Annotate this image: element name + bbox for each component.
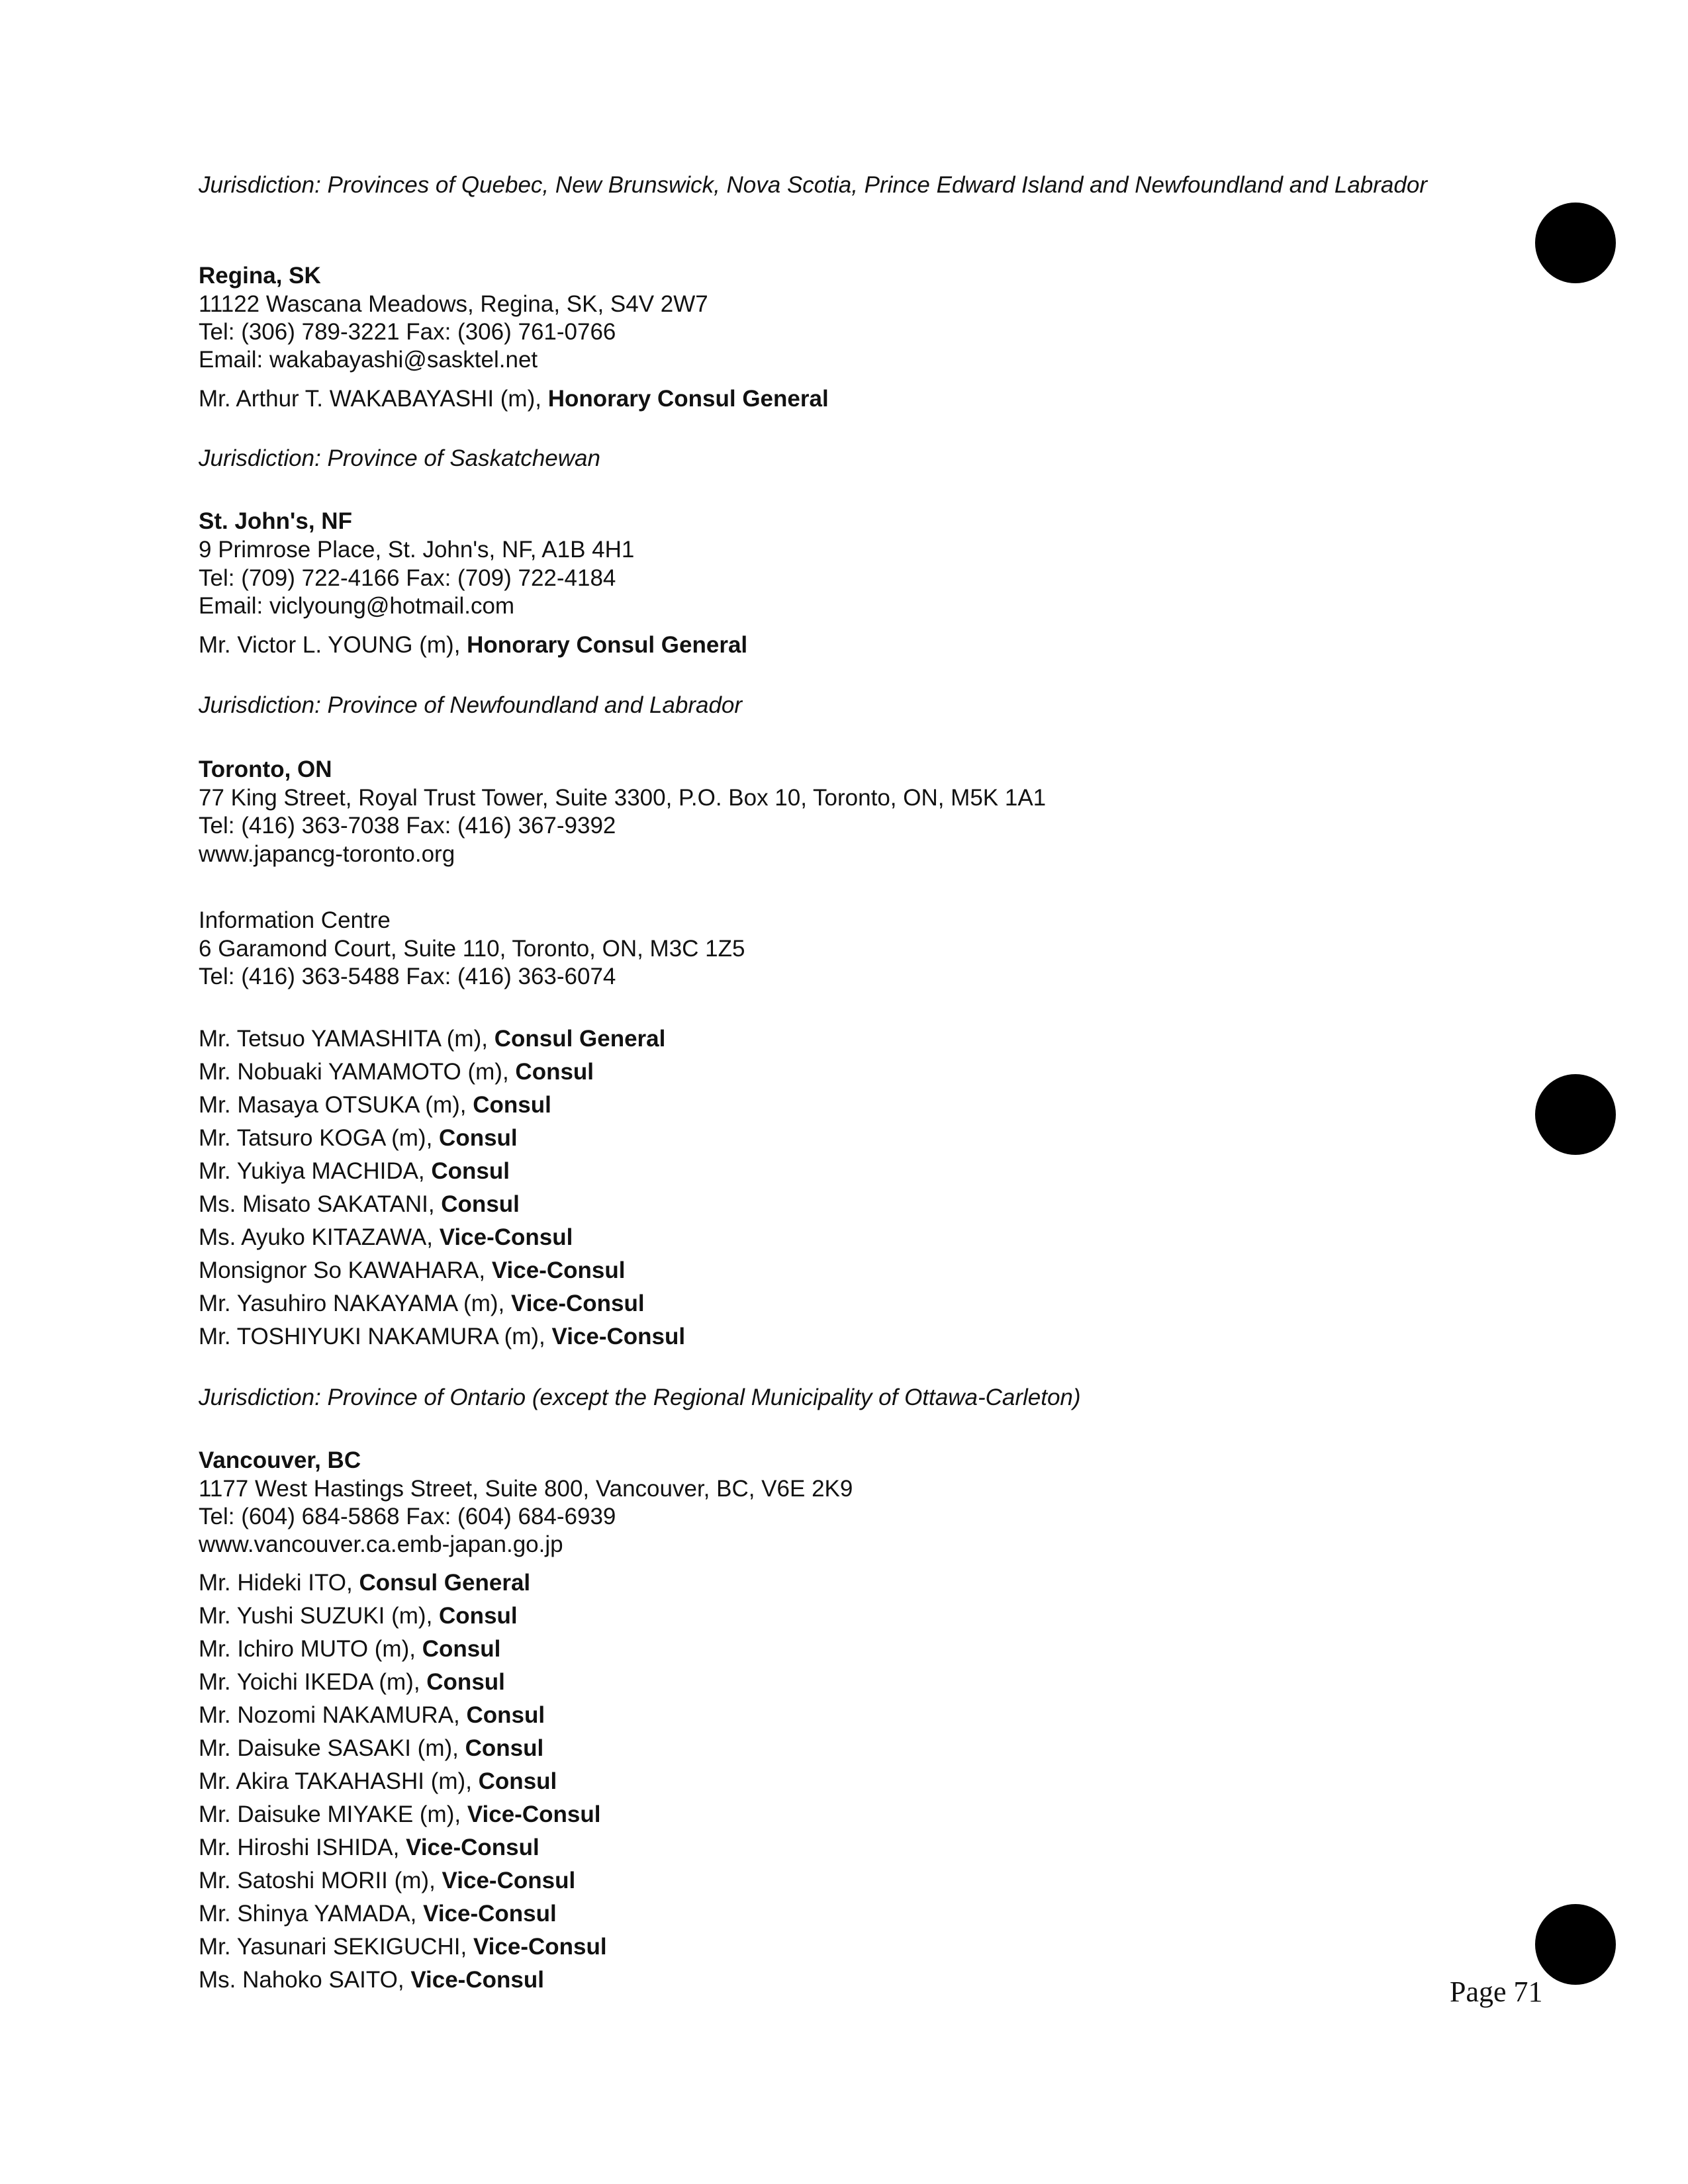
staff-name: Mr. Daisuke MIYAKE (m), xyxy=(199,1801,467,1827)
stjohns-address: 9 Primrose Place, St. John's, NF, A1B 4H1 xyxy=(199,537,635,563)
vancouver-address: 1177 West Hastings Street, Suite 800, Vancouver, BC, V6E 2K9 xyxy=(199,1476,853,1502)
staff-name: Mr. Victor L. YOUNG (m), xyxy=(199,632,467,658)
stjohns-phone: Tel: (709) 722-4166 Fax: (709) 722-4184 xyxy=(199,565,616,591)
staff-title: Consul xyxy=(439,1603,518,1629)
staff-title: Vice-Consul xyxy=(406,1835,539,1860)
quebec-jurisdiction: Jurisdiction: Provinces of Quebec, New Brunswick, Nova Scotia, Prince Edward Island and Newfoundland and Labrador xyxy=(199,172,1427,198)
staff-title: Consul xyxy=(422,1636,501,1662)
staff-entry xyxy=(199,1191,520,1218)
staff-entry xyxy=(199,1834,539,1862)
staff-title: Vice-Consul xyxy=(491,1257,626,1283)
staff-entry xyxy=(199,1224,573,1251)
staff-title: Consul xyxy=(478,1768,557,1794)
staff-entry xyxy=(199,1867,575,1895)
staff-name: Mr. Nobuaki YAMAMOTO (m), xyxy=(199,1059,516,1085)
staff-name: Mr. Yoichi IKEDA (m), xyxy=(199,1669,427,1695)
staff-title: Vice-Consul xyxy=(410,1967,544,1993)
staff-entry xyxy=(199,1635,500,1663)
staff-entry xyxy=(199,1602,518,1630)
staff-entry xyxy=(199,1768,557,1796)
staff-entry xyxy=(199,1158,510,1185)
stjohns-jurisdiction: Jurisdiction: Province of Newfoundland and Labrador xyxy=(199,692,743,718)
staff-name: Mr. Arthur T. WAKABAYASHI (m), xyxy=(199,386,548,412)
staff-title: Consul xyxy=(439,1125,518,1151)
staff-name: Ms. Nahoko SAITO, xyxy=(199,1967,411,1993)
staff-name: Mr. Tatsuro KOGA (m), xyxy=(199,1125,440,1151)
vancouver-heading: Vancouver, BC xyxy=(199,1447,361,1473)
staff-title: Consul xyxy=(466,1702,545,1728)
staff-entry xyxy=(199,1966,544,1994)
staff-name: Mr. Nozomi NAKAMURA, xyxy=(199,1702,467,1728)
staff-name: Mr. Daisuke SASAKI (m), xyxy=(199,1735,465,1761)
staff-name: Mr. Akira TAKAHASHI (m), xyxy=(199,1768,479,1794)
staff-entry xyxy=(199,1900,557,1928)
staff-title: Consul xyxy=(515,1059,594,1085)
stjohns-heading: St. John's, NF xyxy=(199,508,352,534)
staff-entry xyxy=(199,1124,518,1152)
staff-entry xyxy=(199,1091,551,1119)
staff-title: Consul xyxy=(431,1158,510,1184)
staff-name: Ms. Misato SAKATANI, xyxy=(199,1191,442,1217)
toronto-website: www.japancg-toronto.org xyxy=(199,841,455,867)
toronto-address: 77 King Street, Royal Trust Tower, Suite 3300, P.O. Box 10, Toronto, ON, M5K 1A1 xyxy=(199,785,1047,811)
info-centre-address: 6 Garamond Court, Suite 110, Toronto, ON, M3C 1Z5 xyxy=(199,936,745,962)
staff-entry xyxy=(199,1801,600,1829)
staff-entry xyxy=(199,1257,625,1285)
staff-entry xyxy=(199,1933,607,1961)
staff-name: Monsignor So KAWAHARA, xyxy=(199,1257,492,1283)
staff-name: Mr. Yasuhiro NAKAYAMA (m), xyxy=(199,1291,511,1316)
staff-title: Consul xyxy=(426,1669,505,1695)
staff-name: Mr. Satoshi MORII (m), xyxy=(199,1868,442,1893)
staff-entry xyxy=(199,1569,530,1597)
staff-entry xyxy=(199,385,829,413)
staff-title: Vice-Consul xyxy=(551,1324,686,1349)
staff-title: Consul General xyxy=(494,1026,666,1052)
staff-entry xyxy=(199,1323,685,1351)
toronto-heading: Toronto, ON xyxy=(199,756,332,782)
regina-phone: Tel: (306) 789-3221 Fax: (306) 761-0766 xyxy=(199,319,616,345)
staff-entry xyxy=(199,1290,645,1318)
info-centre-phone: Tel: (416) 363-5488 Fax: (416) 363-6074 xyxy=(199,964,616,989)
punch-hole-mark xyxy=(1535,1074,1616,1155)
regina-email: Email: wakabayashi@sasktel.net xyxy=(199,347,538,373)
vancouver-website: www.vancouver.ca.emb-japan.go.jp xyxy=(199,1531,563,1557)
staff-name: Mr. Masaya OTSUKA (m), xyxy=(199,1092,473,1118)
staff-entry xyxy=(199,1025,665,1053)
staff-entry xyxy=(199,1058,594,1086)
staff-title: Consul General xyxy=(359,1570,531,1596)
staff-title: Honorary Consul General xyxy=(467,632,748,658)
toronto-jurisdiction: Jurisdiction: Province of Ontario (except the Regional Municipality of Ottawa-Carleton) xyxy=(199,1385,1081,1410)
staff-name: Mr. Shinya YAMADA, xyxy=(199,1901,424,1927)
punch-hole-mark xyxy=(1535,1904,1616,1985)
staff-title: Vice-Consul xyxy=(423,1901,557,1927)
staff-entry xyxy=(199,1668,505,1696)
staff-name: Mr. Yushi SUZUKI (m), xyxy=(199,1603,440,1629)
staff-name: Mr. Hideki ITO, xyxy=(199,1570,359,1596)
vancouver-phone: Tel: (604) 684-5868 Fax: (604) 684-6939 xyxy=(199,1504,616,1529)
staff-name: Mr. Ichiro MUTO (m), xyxy=(199,1636,422,1662)
staff-title: Vice-Consul xyxy=(442,1868,576,1893)
staff-entry xyxy=(199,631,747,659)
stjohns-email: Email: viclyoung@hotmail.com xyxy=(199,593,515,619)
toronto-phone: Tel: (416) 363-7038 Fax: (416) 367-9392 xyxy=(199,813,616,839)
staff-title: Vice-Consul xyxy=(467,1801,601,1827)
regina-heading: Regina, SK xyxy=(199,263,321,289)
regina-address: 11122 Wascana Meadows, Regina, SK, S4V 2W7 xyxy=(199,291,708,317)
staff-entry xyxy=(199,1702,545,1729)
staff-title: Honorary Consul General xyxy=(547,386,829,412)
page-number: Page 71 xyxy=(1450,1976,1543,2008)
regina-jurisdiction: Jurisdiction: Province of Saskatchewan xyxy=(199,445,600,471)
staff-title: Consul xyxy=(473,1092,551,1118)
staff-title: Vice-Consul xyxy=(439,1224,573,1250)
staff-title: Vice-Consul xyxy=(510,1291,645,1316)
staff-name: Mr. Tetsuo YAMASHITA (m), xyxy=(199,1026,494,1052)
info-centre-title: Information Centre xyxy=(199,907,391,933)
staff-entry xyxy=(199,1735,543,1762)
punch-hole-mark xyxy=(1535,203,1616,283)
staff-name: Mr. TOSHIYUKI NAKAMURA (m), xyxy=(199,1324,552,1349)
staff-title: Vice-Consul xyxy=(473,1934,607,1960)
staff-title: Consul xyxy=(465,1735,544,1761)
staff-name: Mr. Yukiya MACHIDA, xyxy=(199,1158,432,1184)
staff-name: Mr. Hiroshi ISHIDA, xyxy=(199,1835,406,1860)
staff-name: Mr. Yasunari SEKIGUCHI, xyxy=(199,1934,473,1960)
staff-title: Consul xyxy=(441,1191,520,1217)
staff-name: Ms. Ayuko KITAZAWA, xyxy=(199,1224,440,1250)
